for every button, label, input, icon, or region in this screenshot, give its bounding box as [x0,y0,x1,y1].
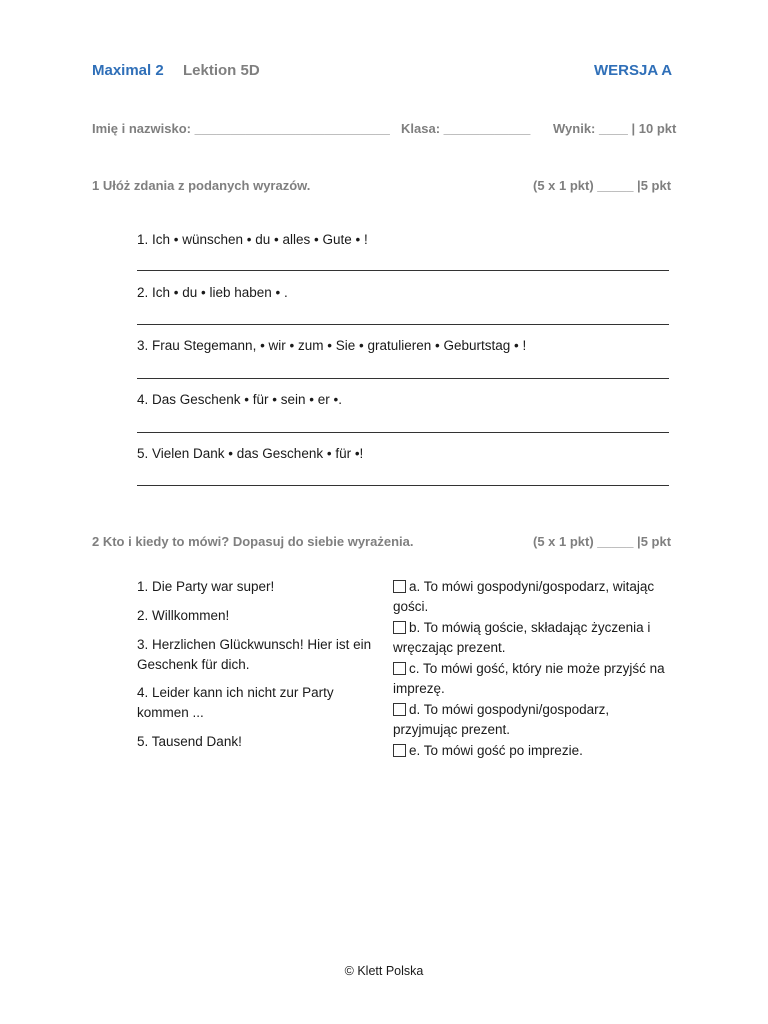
task2-option-b[interactable] [393,618,673,658]
version-label: WERSJA A [594,62,673,79]
task2-phrase-4: 4. Leider kann ich nicht zur Party kommen ... [137,685,334,720]
option-d-text: d. To mówi gospodyni/gospodarz, przyjmując prezent. [393,702,610,737]
task1-instruction: 1 Ułóż zdania z podanych wyrazów. [92,178,311,193]
task1-item-2: 2. Ich • du • lieb haben • . [137,285,288,300]
task2-option-d[interactable] [393,700,673,740]
option-c-text: c. To mówi gość, który nie może przyjść na imprezę. [393,661,665,696]
task2-phrase-5: 5. Tausend Dank! [137,734,242,749]
score-field[interactable]: Wynik: ____ | 10 pkt [553,121,677,136]
task2-instruction: 2 Kto i kiedy to mówi? Dopasuj do siebie wyrażenia. [92,534,414,549]
task1-item-3: 3. Frau Stegemann, • wir • zum • Sie • gratulieren • Geburtstag • ! [137,338,527,353]
option-a-text: a. To mówi gospodyni/gospodarz, witając gości. [393,579,655,614]
answer-line-4[interactable] [137,432,669,433]
task2-phrase-3: 3. Herzlichen Glückwunsch! Hier ist ein Geschenk für dich. [137,637,372,672]
checkbox-a[interactable] [393,580,406,593]
answer-line-3[interactable] [137,378,669,379]
name-field[interactable]: Imię i nazwisko: ___________________________ [92,121,390,136]
task1-item-5: 5. Vielen Dank • das Geschenk • für •! [137,446,364,461]
task1-points: (5 x 1 pkt) _____ |5 pkt [533,178,672,193]
task1-item-4: 4. Das Geschenk • für • sein • er •. [137,392,342,407]
answer-line-5[interactable] [137,485,669,486]
checkbox-d[interactable] [393,703,406,716]
checkbox-e[interactable] [393,744,406,757]
task2-option-a[interactable] [393,577,673,617]
checkbox-c[interactable] [393,662,406,675]
checkbox-b[interactable] [393,621,406,634]
task2-phrase-2: 2. Willkommen! [137,608,230,623]
task2-option-e[interactable] [393,741,673,761]
task2-phrase-1: 1. Die Party war super! [137,579,275,594]
worksheet-title: Maximal 2 [92,62,164,79]
answer-line-2[interactable] [137,324,669,325]
task1-item-1: 1. Ich • wünschen • du • alles • Gute • ! [137,232,368,247]
task2-option-c[interactable] [393,659,673,699]
copyright-footer: © Klett Polska [344,964,424,978]
class-field[interactable]: Klasa: ____________ [401,121,531,136]
option-e-text: e. To mówi gość po imprezie. [409,743,583,758]
answer-line-1[interactable] [137,270,669,271]
lesson-label: Lektion 5D [183,62,260,79]
task2-points: (5 x 1 pkt) _____ |5 pkt [533,534,672,549]
option-b-text: b. To mówią goście, składając życzenia i wręczając prezent. [393,620,651,655]
